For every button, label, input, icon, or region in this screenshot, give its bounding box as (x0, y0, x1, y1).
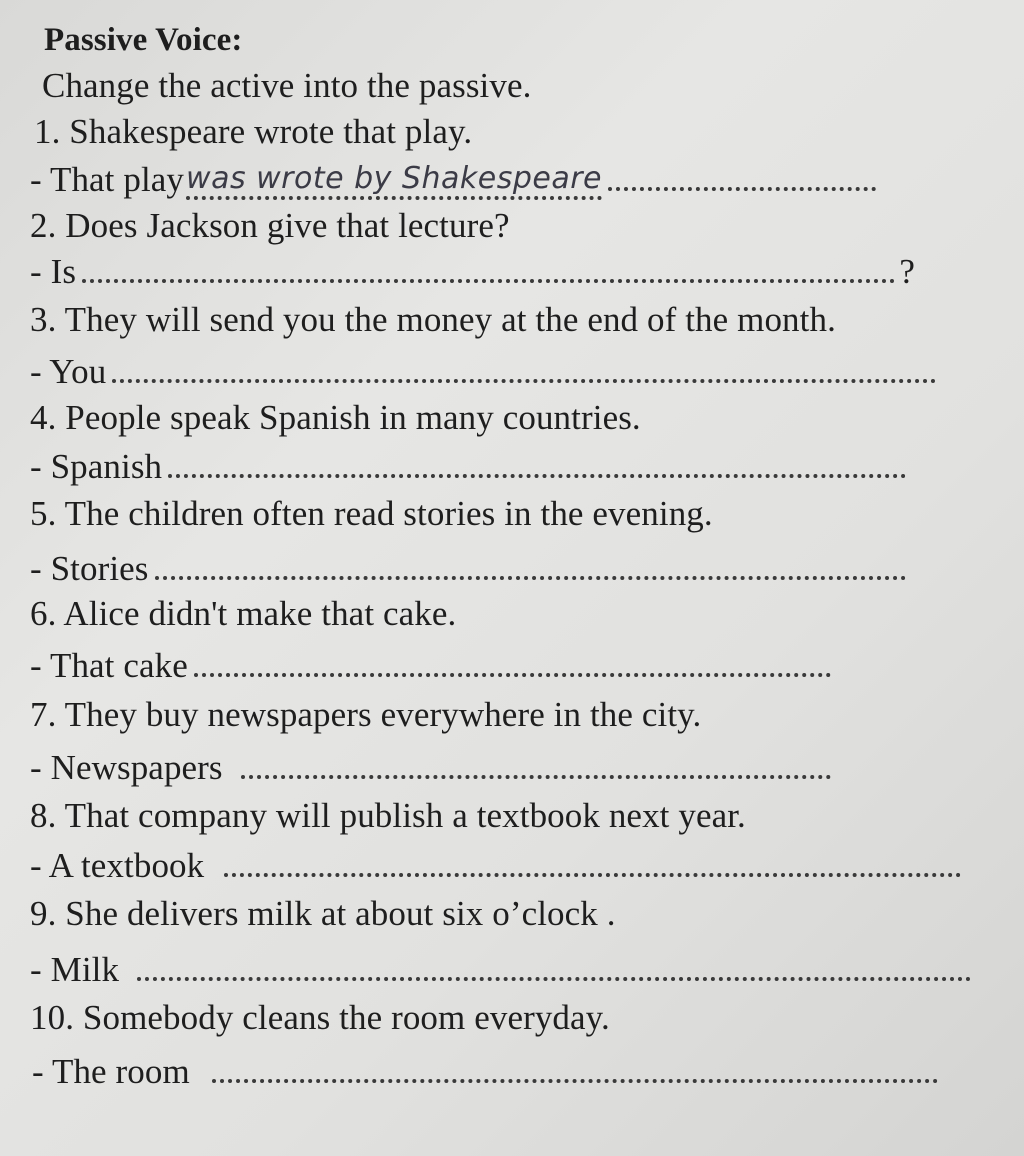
question-sentence: 7. They buy newspapers everywhere in the city. (30, 695, 702, 734)
question-sentence: 4. People speak Spanish in many countries. (30, 398, 641, 437)
question-sentence: 5. The children often read stories in the evening. (30, 494, 713, 533)
question-sentence: 9. She delivers milk at about six o’clock . (30, 894, 616, 933)
question-sentence: 8. That company will publish a textbook next year. (30, 796, 746, 835)
answer-row (30, 846, 965, 886)
question-sentence: 1. Shakespeare wrote that play. (34, 112, 473, 151)
answer-blank (212, 1079, 938, 1083)
answer-blank (82, 279, 895, 283)
worksheet-title: Passive Voice: (44, 22, 243, 58)
question-sentence: 3. They will send you the money at the end of the month. (30, 300, 836, 339)
answer-row (30, 748, 835, 788)
answer-blank (155, 576, 906, 580)
answer-row (30, 646, 835, 686)
answer-blank (112, 379, 936, 383)
question-sentence: 10. Somebody cleans the room everyday. (30, 998, 610, 1037)
answer-prompt: - Stories (30, 549, 149, 588)
answer-prompt: - Is (30, 252, 77, 291)
answer-prompt: - Spanish (30, 447, 163, 486)
answer-prompt: - You (30, 352, 107, 391)
answer-prompt: - Milk (30, 950, 120, 989)
answer-prompt: - The room (32, 1052, 190, 1091)
answer-prompt: - That play (30, 160, 185, 199)
handwritten-answer: was wrote by Shakespeare (186, 162, 602, 200)
answer-row (30, 549, 910, 589)
answer-prompt: - A textbook (30, 846, 205, 885)
answer-blank (137, 977, 971, 981)
answer-prompt: - Newspapers (30, 748, 223, 787)
answer-blank (194, 673, 831, 677)
answer-row (32, 1052, 942, 1092)
question-sentence: 6. Alice didn't make that cake. (30, 594, 457, 633)
answer-row (30, 252, 915, 292)
answer-blank (168, 474, 906, 478)
answer-row (30, 447, 910, 487)
answer-blank (224, 873, 961, 877)
worksheet-instruction: Change the active into the passive. (42, 66, 532, 105)
answer-row (30, 950, 975, 990)
answer-row (30, 352, 940, 392)
question-mark: ? (899, 252, 915, 291)
answer-row (30, 160, 880, 200)
answer-blank (241, 775, 831, 779)
answer-prompt: - That cake (30, 646, 188, 685)
answer-blank (608, 187, 876, 191)
question-sentence: 2. Does Jackson give that lecture? (30, 206, 510, 245)
